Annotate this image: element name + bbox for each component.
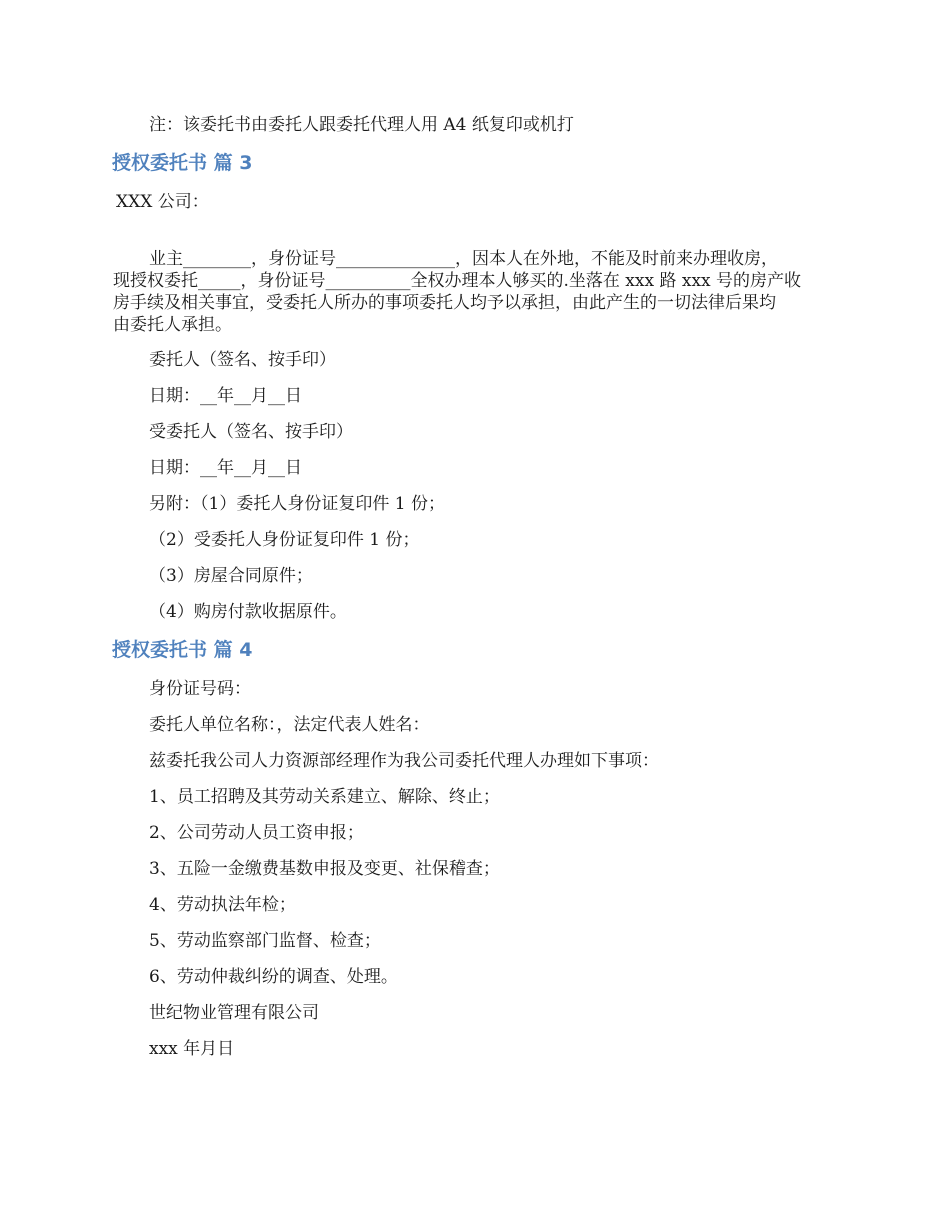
section-3-heading: 授权委托书 篇 3 xyxy=(112,152,253,174)
attachment-item: （3）房屋合同原件； xyxy=(149,566,313,586)
attachment-item: （4）购房付款收据原件。 xyxy=(149,602,347,622)
paragraph-line: 房手续及相关事宜，受委托人所办的事项委托人均予以承担，由此产生的一切法律后果均 xyxy=(113,293,776,313)
principal-signature-line: 委托人（签名、按手印） xyxy=(149,350,336,370)
note-text: 注：该委托书由委托人跟委托代理人用 A4 纸复印或机打 xyxy=(149,115,574,135)
attachment-item: （2）受委托人身份证复印件 1 份； xyxy=(149,530,420,550)
addressee-text: XXX 公司： xyxy=(116,192,209,212)
attachment-item: 另附：（1）委托人身份证复印件 1 份； xyxy=(149,494,445,514)
date-line: xxx 年月日 xyxy=(149,1039,235,1059)
authorization-paragraph xyxy=(113,248,841,336)
id-number-line: 身份证号码： xyxy=(149,679,251,699)
section-4-heading: 授权委托书 篇 4 xyxy=(112,639,253,661)
list-item: 1、员工招聘及其劳动关系建立、解除、终止； xyxy=(149,787,500,807)
company-name: 世纪物业管理有限公司 xyxy=(149,1003,319,1023)
delegation-statement: 兹委托我公司人力资源部经理作为我公司委托代理人办理如下事项： xyxy=(149,751,659,771)
principal-unit-line: 委托人单位名称：，法定代表人姓名： xyxy=(149,715,430,735)
list-item: 2、公司劳动人员工资申报； xyxy=(149,823,364,843)
list-item: 5、劳动监察部门监督、检查； xyxy=(149,931,381,951)
date-line: 日期：__年__月__日 xyxy=(149,386,302,406)
list-item: 6、劳动仲裁纠纷的调查、处理。 xyxy=(149,967,398,987)
list-item: 4、劳动执法年检； xyxy=(149,895,296,915)
paragraph-line: 现授权委托_____，身份证号__________全权办理本人够买的.坐落在 xxx 路 xxx 号的房产收 xyxy=(113,271,802,291)
paragraph-line: 业主________，身份证号______________，因本人在外地，不能及时前来办理收房， xyxy=(149,249,778,269)
paragraph-line: 由委托人承担。 xyxy=(113,315,232,335)
date-line: 日期：__年__月__日 xyxy=(149,458,302,478)
agent-signature-line: 受委托人（签名、按手印） xyxy=(149,422,353,442)
list-item: 3、五险一金缴费基数申报及变更、社保稽查； xyxy=(149,859,500,879)
